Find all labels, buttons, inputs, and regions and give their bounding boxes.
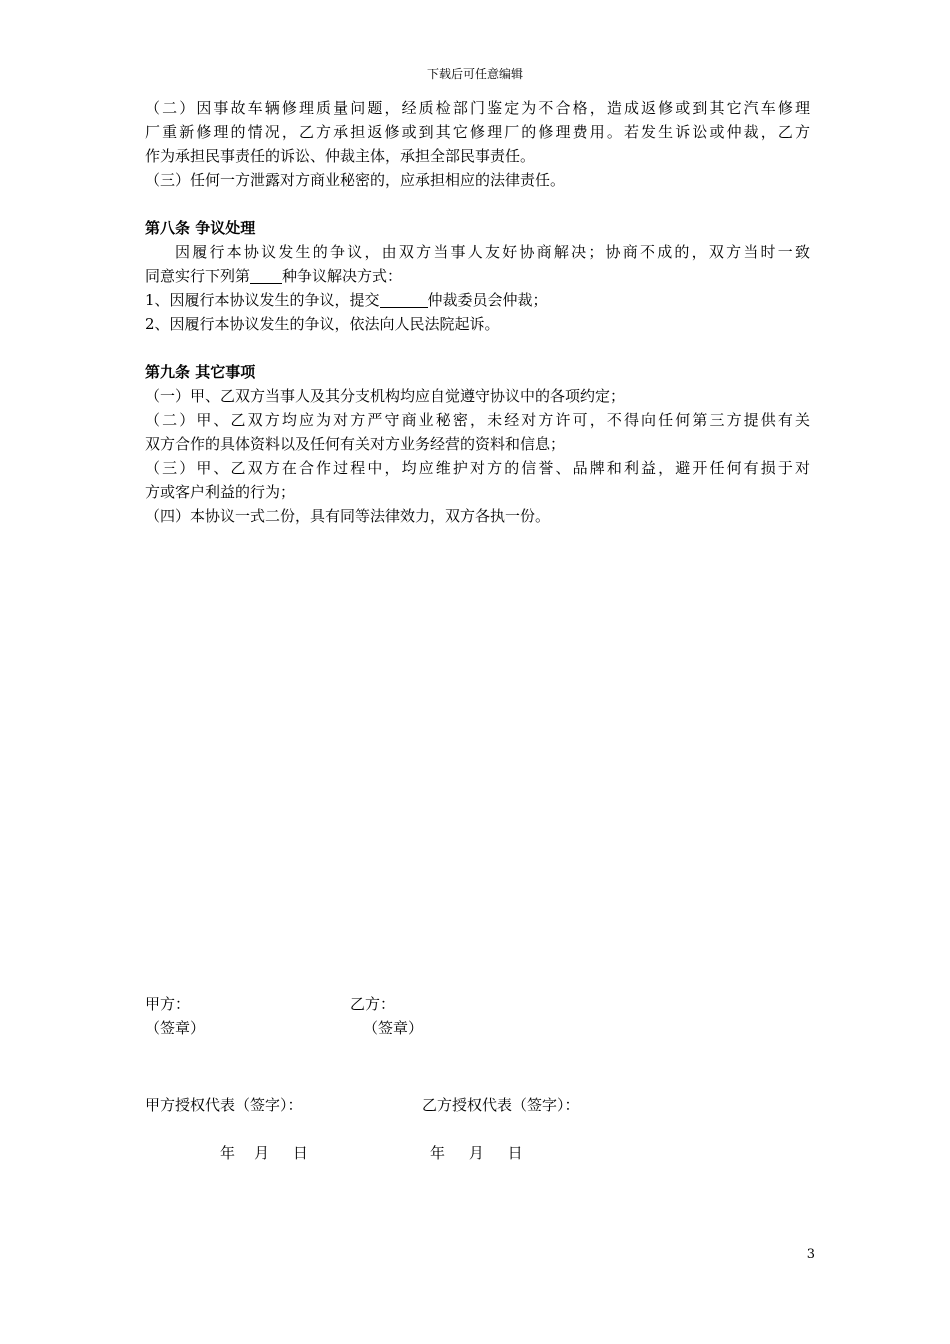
clause-9-2-line-2: 双方合作的具体资料以及任何有关对方业务经营的资料和信息；: [145, 435, 566, 453]
clause-9-2-line-1: （二）甲、乙双方均应为对方严守商业秘密，未经对方许可，不得向任何第三方提供有关: [145, 411, 810, 429]
section-8-option-2: 2、因履行本协议发生的争议，依法向人民法院起诉。: [145, 315, 500, 333]
spacer: [145, 336, 810, 360]
section-8-text-after-blank: 种争议解决方式：: [282, 267, 403, 285]
party-b-seal: （签章）: [363, 1019, 424, 1037]
party-a-date: 年 月 日: [220, 1144, 308, 1162]
party-a-representative: 甲方授权代表（签字）：: [145, 1096, 303, 1114]
clause-7-2-line-2: 厂重新修理的情况，乙方承担返修或到其它修理厂的修理费用。若发生诉讼或仲裁，乙方: [145, 123, 810, 141]
page-header: 下载后可任意编辑: [426, 67, 523, 81]
method-number-blank: [250, 267, 282, 284]
option-1-text-after-blank: 仲裁委员会仲裁；: [427, 291, 548, 309]
party-b-label: 乙方：: [350, 995, 396, 1013]
option-1-text-before-blank: 1、因履行本协议发生的争议，提交: [145, 291, 380, 309]
page-number: 3: [806, 1247, 815, 1262]
arbitration-committee-blank: [380, 291, 428, 308]
clause-9-3-line-1: （三）甲、乙双方在合作过程中，均应维护对方的信誉、品牌和利益，避开任何有损于对: [145, 459, 810, 477]
section-8-title: 第八条 争议处理: [145, 219, 256, 237]
section-9-title: 第九条 其它事项: [145, 363, 256, 381]
clause-7-2-line-3: 作为承担民事责任的诉讼、仲裁主体，承担全部民事责任。: [145, 147, 536, 165]
clause-9-4: （四）本协议一式二份，具有同等法律效力，双方各执一份。: [145, 507, 551, 525]
section-8-text-before-blank: 同意实行下列第: [145, 267, 251, 285]
clause-7-3: （三）任何一方泄露对方商业秘密的，应承担相应的法律责任。: [145, 171, 566, 189]
party-b-date: 年 月 日: [430, 1144, 523, 1162]
document-body: [145, 96, 810, 528]
party-b-representative: 乙方授权代表（签字）：: [422, 1096, 580, 1114]
section-8-option-1: [145, 288, 810, 312]
section-8-paragraph-line-1: 因履行本协议发生的争议，由双方当事人友好协商解决；协商不成的，双方当时一致: [175, 243, 810, 261]
clause-9-1: （一）甲、乙双方当事人及其分支机构均应自觉遵守协议中的各项约定；: [145, 387, 626, 405]
section-8-paragraph-line-2: [145, 264, 810, 288]
clause-7-2-line-1: （二）因事故车辆修理质量问题，经质检部门鉴定为不合格，造成返修或到其它汽车修理: [145, 99, 810, 117]
party-a-label: 甲方：: [145, 995, 191, 1013]
clause-9-3-line-2: 方或客户利益的行为；: [145, 483, 296, 501]
spacer: [145, 192, 810, 216]
party-a-seal: （签章）: [145, 1019, 206, 1037]
